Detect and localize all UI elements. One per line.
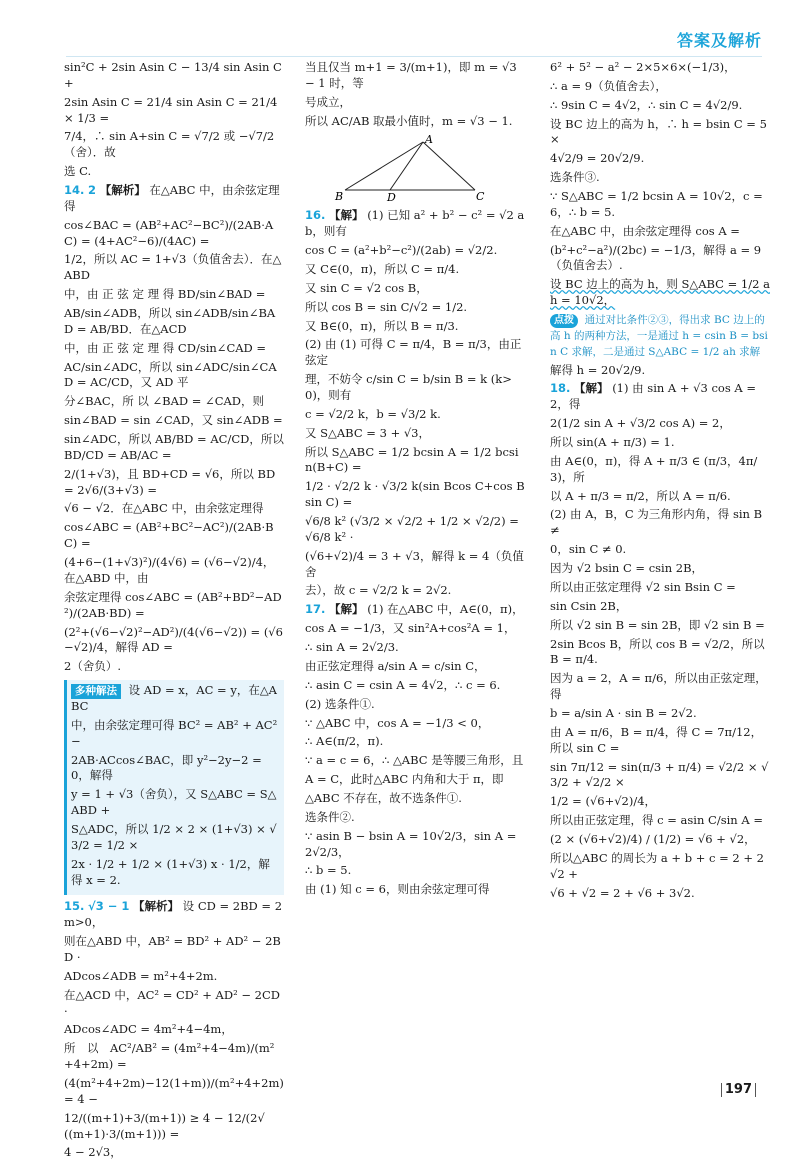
question-number: 18. (550, 381, 571, 396)
text-line: AC/sin∠ADC，所以 sin∠ADC/sin∠CAD = AC/CD，又 AD 平 (64, 359, 277, 390)
column-middle (305, 60, 525, 1070)
text-line: 又 B∈(0，π)，所以 B = π/3. (305, 318, 459, 333)
text-line: 号成立， (305, 94, 351, 109)
tip-block (550, 312, 770, 363)
text-line: 所以 √2 sin B = sin 2B，即 √2 sin B = (550, 617, 765, 632)
text-line: 中，由 正 弦 定 理 得 BD/sin∠BAD = (64, 287, 266, 302)
text-line: 所以 sin(A + π/3) = 1. (550, 435, 675, 450)
triangle-diagram (335, 133, 485, 205)
solution-tag: 【解】 (574, 381, 609, 396)
text-line: 由 A = π/6，B = π/4，得 C = 7π/12，所以 sin C = (550, 724, 763, 755)
tip-text: 通过对比条件②③，得出求 BC 边上的高 h 的两种方法，一是通过 h = csin B = bsin C 求解，二是通过 S△ABC = 1/2 ah 求解 (550, 314, 768, 358)
question-14-head (64, 183, 284, 218)
text-line: 理，不妨令 c/sin C = b/sin B = k (k>0)，则有 (305, 372, 512, 403)
solution-tag: 【解析】 (99, 183, 146, 198)
text-line: 所以由正弦定理得 √2 sin Bsin C = (550, 579, 736, 594)
triangle-figure (335, 133, 525, 205)
tip-tag: 点拨 (550, 314, 578, 328)
question-17-head (305, 602, 525, 621)
text-line: ∵ a = c = 6，∴ △ABC 是等腰三角形，且 (305, 753, 524, 768)
text-line: cos∠BAC = (AB²+AC²−BC²)/(2AB·AC) = (4+AC²−6)/(4AC) = (64, 217, 274, 248)
question-18-head (550, 381, 770, 416)
text-line: 设 CD = 2BD = 2m>0， (64, 899, 283, 930)
text-line: △ABC 不存在，故不选条件①. (305, 790, 462, 805)
text-line: (b²+c²−a²)/(2bc) = −1/3，解得 a = 9（负值舍去）. (550, 242, 762, 273)
text-line: 去），故 c = √2/2 k = 2√2. (305, 583, 452, 598)
vertex-c-label: C (476, 190, 485, 204)
text-line: 选条件②. (305, 809, 355, 824)
text-line: √6/8 k² (√3/2 × √2/2 + 1/2 × √2/2) = √6/8 k² · (305, 514, 519, 544)
column-left (64, 60, 284, 1160)
text-line: √6 + √2 = 2 + √6 + 3√2. (550, 885, 695, 900)
text-line: 6² + 5² − a² − 2×5×6×(−1/3)， (550, 60, 736, 74)
text-line: 12/((m+1)+3/(m+1)) ≥ 4 − 12/(2√((m+1)·3/(m+1))) = (64, 1110, 265, 1141)
text-line: cos∠ABC = (AB²+BC²−AC²)/(2AB·BC) = (64, 520, 274, 551)
text-line: 2sin Bcos B，所以 cos B = √2/2，所以 B = π/4. (550, 636, 765, 667)
text-line: 1/2，所以 AC = 1+√3（负值舍去）．在△ABD (64, 252, 282, 283)
multiple-methods-box (64, 680, 284, 895)
point-d-label: D (387, 191, 396, 205)
note-line: S△ADC，所以 1/2 × 2 × (1+√3) × √3/2 = 1/2 × (71, 821, 277, 852)
note-line: 中，由余弦定理可得 BC² = AB² + AC² − (71, 717, 278, 748)
text-line: (1) 已知 a² + b² − c² = √2 ab，则有 (305, 208, 525, 239)
text-line: A = C，此时△ABC 内角和大于 π，即 (305, 772, 504, 787)
vertex-a-label: A (425, 133, 433, 147)
question-16-head (305, 208, 525, 243)
text-line: cos A = −1/3，又 sin²A+cos²A = 1， (305, 621, 516, 636)
text-line: ∴ a = 9（负值舍去）， (550, 78, 667, 93)
text-line: ∴ 9sin C = 4√2，∴ sin C = 4√2/9. (550, 97, 743, 112)
text-line: 所以 AC/AB 取最小值时，m = √3 − 1. (305, 113, 513, 128)
text-line: 0，sin C ≠ 0. (550, 542, 627, 557)
multiple-methods-tag: 多种解法 (71, 684, 121, 698)
text-line: 在△ABC 中，由余弦定理得 (64, 183, 280, 213)
text-line: 所以由正弦定理，得 c = asin C/sin A = (550, 813, 763, 828)
solution-tag: 【解析】 (133, 899, 180, 914)
side-ab (345, 142, 423, 190)
text-line: ∵ asin B − bsin A = 10√2/3，sin A = 2√2/3， (305, 828, 517, 859)
text-line: 解得 h = 20√2/9. (550, 362, 646, 377)
page-header-title: 答案及解析 (676, 31, 762, 50)
wavy-text: 设 BC 边上的高为 h，则 S△ABC = 1/2 ah = 10√2， (550, 277, 770, 308)
text-line: 2(1/2 sin A + √3/2 cos A) = 2， (550, 416, 731, 431)
text-line: 因为 √2 bsin C = csin 2B， (550, 561, 704, 576)
question-number: 15. (64, 899, 85, 914)
text-line: sin∠ADC，所以 AB/BD = AC/CD，所以 BD/CD = AB/AC = (64, 432, 284, 462)
text-line: 4√2/9 = 20√2/9. (550, 151, 645, 166)
text-line: 由 (1) 知 c = 6，则由余弦定理可得 (305, 882, 490, 897)
text-line: ∴ A∈(π/2，π). (305, 734, 384, 749)
question-number: 16. (305, 208, 326, 223)
text-line: (√6+√2)/4 = 3 + √3，解得 k = 4（负值舍 (305, 548, 524, 579)
text-line: 以 A + π/3 = π/2，所以 A = π/6. (550, 488, 731, 503)
text-line: 所 以 AC²/AB² = (4m²+4−4m)/(m²+4+2m) = (64, 1041, 275, 1072)
text-line: AB/sin∠ADB，所以 sin∠ADB/sin∠BAD = AB/BD．在△ACD (64, 306, 276, 336)
text-line: (4+6−(1+√3)²)/(4√6) = (√6−√2)/4，在△ABD 中，由 (64, 555, 275, 585)
text-line: ADcos∠ADC = 4m²+4−4m， (64, 1022, 233, 1037)
note-line (71, 683, 280, 718)
text-line: 1/2 = (√6+√2)/4， (550, 794, 657, 809)
header-divider (66, 56, 762, 57)
text-line: 所以△ABC 的周长为 a + b + c = 2 + 2√2 + (550, 850, 765, 881)
question-answer: √3 − 1 (88, 899, 130, 914)
text-line: 当且仅当 m+1 = 3/(m+1)，即 m = √3 − 1 时，等 (305, 60, 517, 90)
text-line: b = a/sin A · sin B = 2√2. (550, 705, 697, 720)
text-line: 所以 S△ABC = 1/2 bcsin A = 1/2 bcsin(B+C) = (305, 444, 519, 475)
text-line: 由正弦定理得 a/sin A = c/sin C， (305, 658, 486, 673)
note-line: 2x · 1/2 + 1/2 × (1+√3) x · 1/2，解得 x = 2. (71, 856, 270, 887)
text-line: ∴ b = 5. (305, 863, 352, 878)
question-answer: 2 (88, 183, 97, 198)
text-line: 又 S△ABC = 3 + √3， (305, 425, 431, 440)
text-line: (2²+(√6−√2)²−AD²)/(4(√6−√2)) = (√6−√2)/4，解得 AD = (64, 624, 283, 655)
text-line: (4(m²+4+2m)−12(1+m))/(m²+4+2m) = 4 − (64, 1075, 284, 1106)
text-line: 1/2 · √2/2 k · √3/2 k(sin Bcos C+cos Bsin C) = (305, 479, 525, 510)
text-line: 分∠BAC，所 以 ∠BAD = ∠CAD，则 (64, 394, 265, 409)
text-line: 在△ABC 中，由余弦定理得 cos A = (550, 223, 740, 238)
question-number: 17. (305, 602, 326, 617)
text-line: 在△ACD 中，AC² = CD² + AD² − 2CD · (64, 987, 280, 1018)
text-line: 2（舍负）. (64, 659, 121, 674)
text-line: 又 C∈(0，π)，所以 C = π/4. (305, 262, 460, 277)
text-line: ∵ △ABC 中，cos A = −1/3 < 0， (305, 715, 490, 730)
note-line: y = 1 + √3（舍负），又 S△ABC = S△ABD + (71, 787, 277, 818)
text-line: 7/4，∴ sin A+sin C = √7/2 或 −√7/2（舍）．故 (64, 129, 275, 160)
text-line: sin Csin 2B， (550, 598, 628, 613)
text-line: 余弦定理得 cos∠ABC = (AB²+BD²−AD²)/(2AB·BD) = (64, 589, 282, 620)
text-line: ∵ S△ABC = 1/2 bcsin A = 10√2，c = 6，∴ b = 5. (550, 189, 763, 219)
text-line: 设 BC 边上的高为 h，∴ h = bsin C = 5 × (550, 116, 767, 147)
text-line: sin 7π/12 = sin(π/3 + π/4) = √2/2 × √3/2 + √2/2 × (550, 759, 769, 790)
solution-tag: 【解】 (329, 602, 364, 617)
text-line: sin²C + 2sin Asin C − 13/4 sin Asin C + (64, 60, 282, 90)
text-line: cos C = (a²+b²−c²)/(2ab) = √2/2. (305, 243, 498, 258)
text-line: 由 A∈(0，π)，得 A + π/3 ∈ (π/3，4π/3)，所 (550, 453, 758, 484)
solution-tag: 【解】 (329, 208, 364, 223)
text-line: sin∠BAD = sin ∠CAD，又 sin∠ADB = (64, 413, 283, 428)
question-15-head (64, 899, 284, 934)
wavy-emphasis-line (550, 277, 770, 312)
side-ac (423, 142, 475, 190)
text-line: 选 C. (64, 164, 92, 179)
note-line: 2AB·ACcos∠BAC，即 y²−2y−2 = 0，解得 (71, 752, 262, 783)
text-line: √6 − √2．在△ABC 中，由余弦定理得 (64, 501, 264, 516)
text-line: (2) 选条件①. (305, 696, 375, 711)
text-line: (2) 由 (1) 可得 C = π/4，B = π/3，由正弦定 (305, 337, 522, 368)
text-line: (1) 由 sin A + √3 cos A = 2，得 (550, 381, 756, 412)
column-right (550, 60, 770, 1070)
text-line: 所以 cos B = sin C/√2 = 1/2. (305, 299, 468, 314)
text-line: ∴ asin C = csin A = 4√2，∴ c = 6. (305, 677, 501, 692)
segment-ad (390, 142, 423, 190)
text-line: 中，由 正 弦 定 理 得 CD/sin∠CAD = (64, 340, 267, 355)
page-number: 197 (721, 1083, 756, 1097)
question-number: 14. (64, 183, 85, 198)
text-line: 2/(1+√3)，且 BD+CD = √6，所以 BD = 2√6/(3+√3) = (64, 466, 276, 497)
text-line: 选条件③. (550, 170, 600, 185)
note-text: 设 AD = x，AC = y，在△ABC (71, 683, 277, 713)
text-line: ADcos∠ADB = m²+4+2m. (64, 968, 218, 983)
text-line: (2 × (√6+√2)/4) / (1/2) = √6 + √2， (550, 831, 756, 846)
text-line: 2sin Asin C = 21/4 sin Asin C = 21/4 × 1/3 = (64, 94, 278, 125)
vertex-b-label: B (335, 190, 344, 204)
text-line: 4 − 2√3， (64, 1145, 122, 1160)
text-line: c = √2/2 k，b = √3/2 k. (305, 406, 441, 421)
text-line: 则在△ABD 中，AB² = BD² + AD² − 2BD · (64, 934, 281, 964)
text-line: (2) 由 A，B，C 为三角形内角，得 sin B ≠ (550, 507, 763, 538)
text-line: (1) 在△ABC 中，A∈(0，π)， (367, 602, 524, 617)
text-line: 又 sin C = √2 cos B， (305, 280, 428, 295)
text-line: 因为 a = 2，A = π/6，所以由正弦定理，得 (550, 671, 767, 702)
text-line: ∴ sin A = 2√2/3. (305, 640, 399, 655)
